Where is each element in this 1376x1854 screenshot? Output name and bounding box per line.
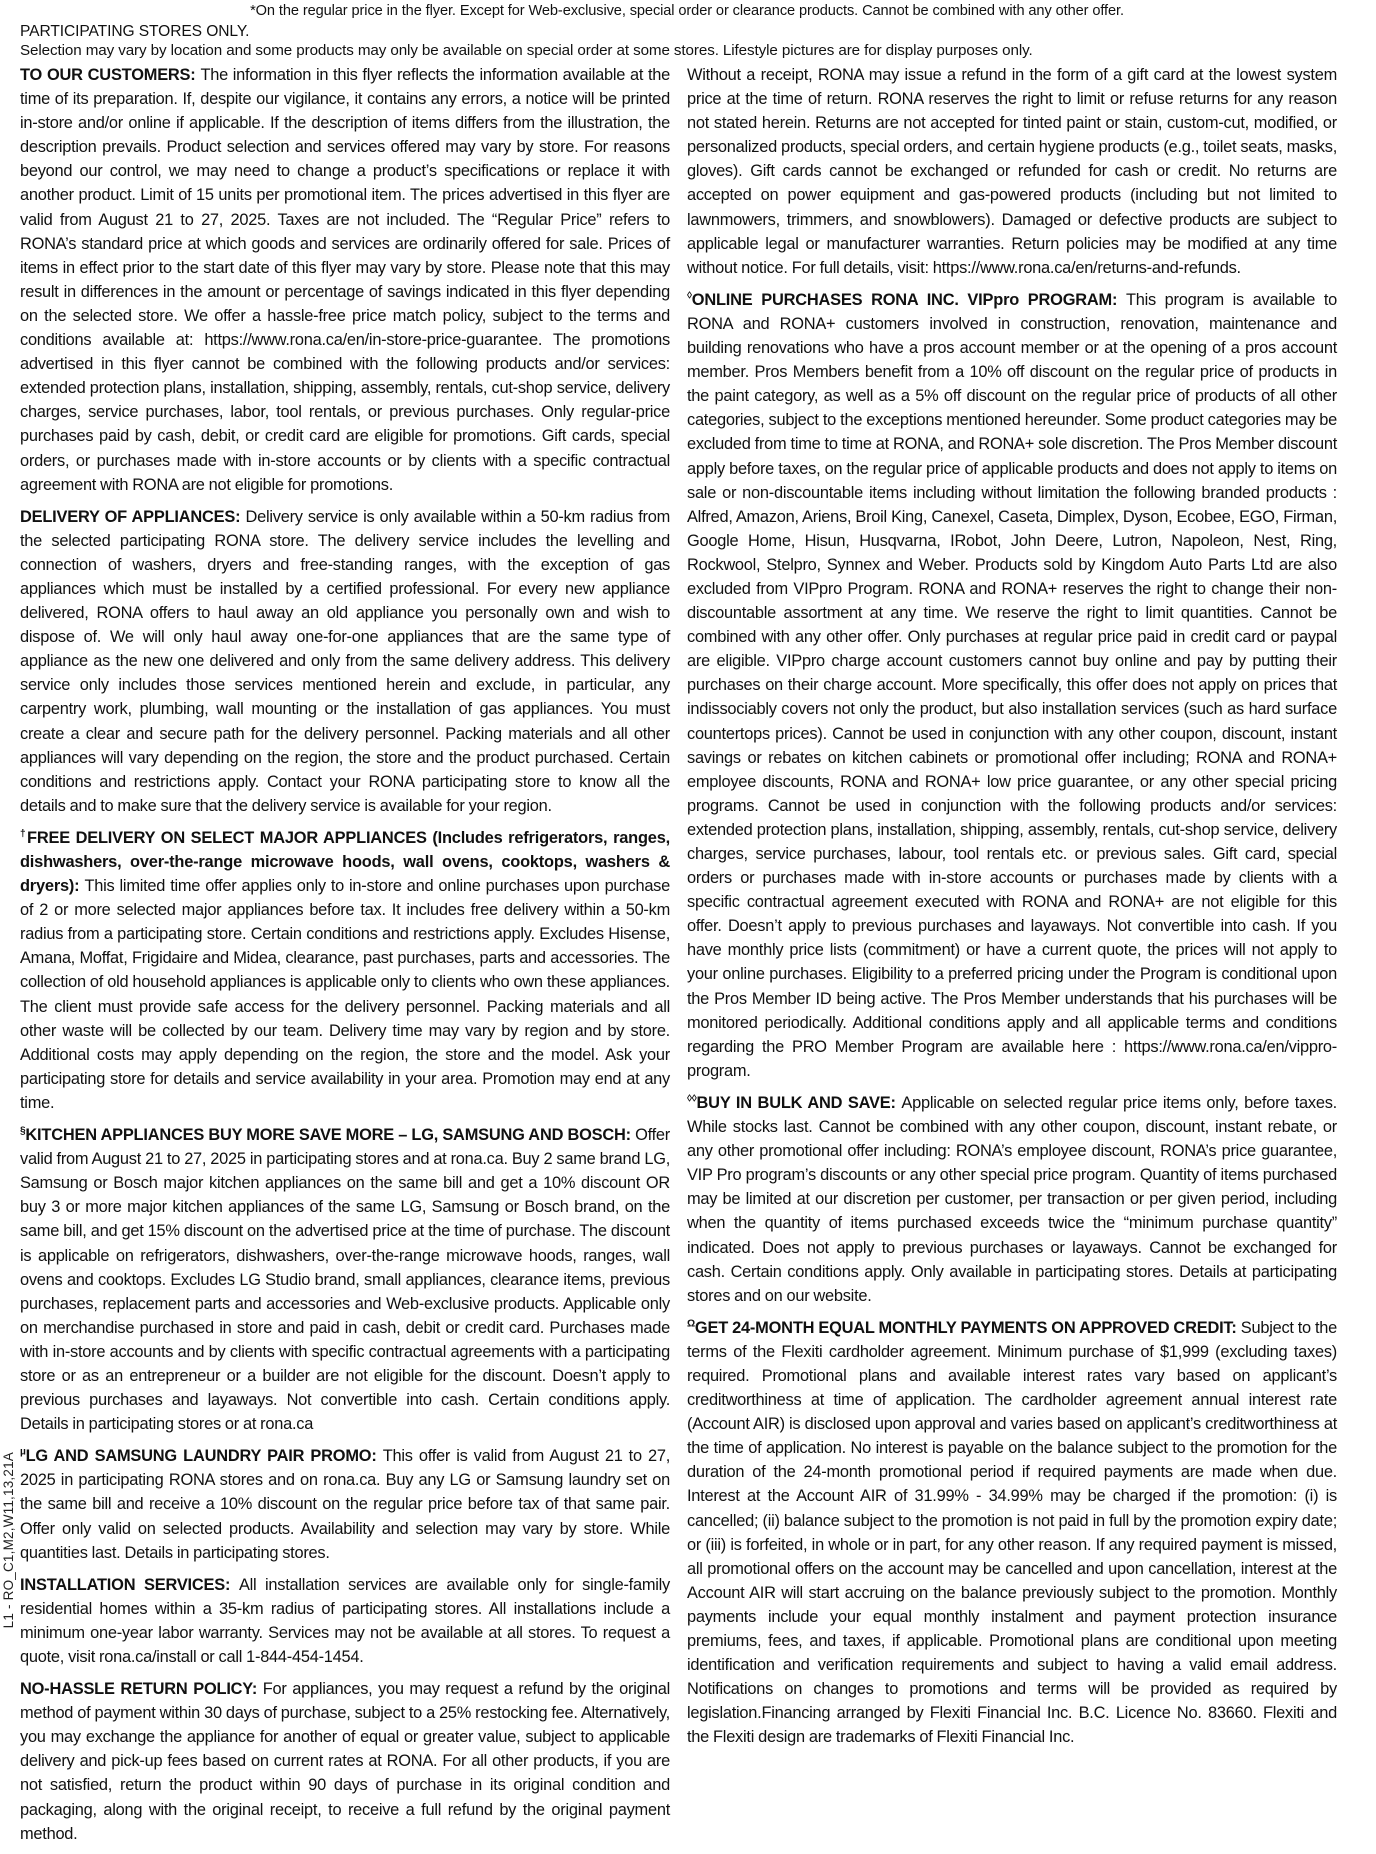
section-heading: ONLINE PURCHASES RONA INC. VIPpro PROGRAM: bbox=[691, 290, 1126, 309]
legal-section bbox=[687, 288, 1337, 1083]
section-body-text: This offer is valid from August 21 to 27, 2025 in participating RONA stores and on rona.ca. Buy any LG or Samsung laundry set on the same bill and receive a 10% discount on the regular price before tax of that same pair. Offer only valid on selected products. Availability and selection may vary by store. While quantities last. Details in participating stores. bbox=[20, 1447, 670, 1562]
legal-section bbox=[20, 505, 670, 818]
section-marker-symbol: § bbox=[20, 1125, 26, 1137]
section-heading: NO-HASSLE RETURN POLICY: bbox=[20, 1680, 263, 1699]
section-heading: KITCHEN APPLIANCES BUY MORE SAVE MORE – LG, SAMSUNG AND BOSCH: bbox=[25, 1126, 636, 1145]
section-body-text: This program is available to RONA and RONA+ customers involved in construction, renovation, maintenance and building renovations who have a pros account member or at the opening of a pros account member. Pros Members benefit from a 10% off discount on the regular price of products in the paint category, as well as a 5% off discount on the regular price of products of all other categories, subject to the exceptions mentioned hereunder. Some product categories may be excluded from time to time at RONA, and RONA+ sole discretion. The Pros Member discount apply before taxes, on the regular price of applicable products and does not apply to items on sale or non-discountable items including without limitation the following branded products : Alfred, Amazon, Ariens, Broil King, Canexel, Caseta, Dimplex, Dyson, Ecobee, EGO, Firman, Google Home, Hisun, Husqvarna, IRobot, John Deere, Lutron, Napoleon, Nest, Ring, Rockwool, Stelpro, Synnex and Weber. Products sold by Kingdom Auto Parts Ltd are also excluded from VIPpro Program. RONA and RONA+ reserves the right to change their non-discountable assortment at any time. We reserve the right to limit quantities. Cannot be combined with any other offer. Only purchases at regular price paid in credit card or paypal are eligible. VIPpro charge account customers cannot buy online and pay by putting their purchases on their charge account. More specifically, this offer does not apply on prices that indissociably covers not only the product, but also installation services (such as hard surface countertops prices). Cannot be used in conjunction with any other coupon, discount, instant savings or rebates on kitchen cabinets or promotional offer including; RONA and RONA+ employee discounts, RONA and RONA+ low price guarantee, or any other special pricing programs. Cannot be used in conjunction with the following products and/or services: extended protection plans, installation, shipping, assembly, rentals, cut-shop service, delivery charges, service purchases, labour, tool rentals etc. or previous sales. Gift card, special orders or purchases made with in-store accounts or purchases made by clients with a specific contractual agreement executed with RONA and RONA+ are not eligible for this offer. Doesn’t apply to previous purchases and layaways. Not convertible into cash. If you have monthly price lists (commitment) or have a current quote, the prices will not apply to your online purchases. Eligibility to a preferred pricing under the Program is conditional upon the Pros Member ID being active. The Pros Member understands that his purchases will be monitored periodically. Additional conditions apply and all applicable terms and conditions regarding the PRO Member Program are available here : https://www.rona.ca/en/vippro-program. bbox=[687, 290, 1337, 1080]
section-heading: FREE DELIVERY ON SELECT MAJOR APPLIANCES (Includes refrigerators, ranges, dishwashers, over-the-range microwave hoods, wall ovens, cooktops, washers & dryers): bbox=[20, 828, 670, 896]
regular-price-disclaimer: *On the regular price in the flyer. Except for Web-exclusive, special order or clearance products. Cannot be combined with any other offer. bbox=[250, 3, 1124, 19]
section-heading: GET 24-MONTH EQUAL MONTHLY PAYMENTS ON APPROVED CREDIT: bbox=[694, 1318, 1241, 1337]
section-body-text: Offer valid from August 21 to 27, 2025 in participating stores and at rona.ca. Buy 2 same brand LG, Samsung or Bosch major kitchen appliances on the same bill and get a 10% discount OR buy 3 or more major kitchen appliances of the same LG, Samsung or Bosch brand, on the same bill, and get 15% discount on the advertised price at the time of purchase. The discount is applicable on refrigerators, dishwashers, over-the-range microwave hoods, ranges, wall ovens and cooktops. Excludes LG Studio brand, small appliances, clearance items, previous purchases, replacement parts and accessories and Web-exclusive products. Applicable only on merchandise purchased in store and paid in cash, debit or credit card. Purchases made with in-store accounts and by clients with specific contractual agreements with a participating store or as an entrepreneur or a builder are not eligible for the discount. Doesn’t apply to previous purchases and layaways. Not convertible into cash. Certain conditions apply. Details in participating stores or at rona.ca bbox=[20, 1126, 670, 1434]
legal-section bbox=[20, 1123, 670, 1436]
section-body-text: Delivery service is only available within a 50-km radius from the selected participating RONA store. The delivery service includes the levelling and connection of washers, dryers and free-standing ranges, with the exception of gas appliances which must be installed by a certified professional. For every new appliance delivered, RONA offers to haul away an old appliance you personally own and wish to dispose of. We will only haul away one-for-one appliances that are the same type of appliance as the new one delivered and only from the same delivery address. This delivery service only includes those services mentioned herein and exclude, in particular, any carpentry work, plumbing, wall mounting or the installation of gas appliances. You must create a clear and secure path for the delivery personnel. Packing materials and all other appliances will vary depending on the region, the store and the product purchased. Certain conditions and restrictions apply. Contact your RONA participating store to know all the details and to make sure that the delivery service is available for your region. bbox=[20, 507, 670, 815]
section-heading: DELIVERY OF APPLIANCES: bbox=[20, 507, 246, 526]
section-heading: LG AND SAMSUNG LAUNDRY PAIR PROMO: bbox=[25, 1447, 383, 1466]
section-body-text: For appliances, you may request a refund by the original method of payment within 30 days of purchase, subject to a 25% restocking fee. Alternatively, you may exchange the appliance for another of equal or greater value, subject to applicable delivery and pick-up fees based on current rates at RONA. For all other products, if you are not satisfied, return the product within 90 days of purchase in its original condition and packaging, along with the original receipt, to receive a full refund by the original payment method. bbox=[20, 1680, 670, 1843]
legal-section bbox=[687, 1091, 1337, 1308]
legal-section bbox=[20, 63, 670, 497]
section-marker-symbol: ◊ bbox=[687, 290, 692, 302]
section-heading: TO OUR CUSTOMERS: bbox=[20, 66, 201, 84]
section-body-text: All installation services are available only for single-family residential homes within a 35-km radius of participating stores. All installations include a minimum one-year labor warranty. Services may not be available at all stores. To request a quote, visit rona.ca/install or call 1-844-454-1454. bbox=[20, 1575, 670, 1666]
section-body-text: The information in this flyer reflects the information available at the time of its preparation. If, despite our vigilance, it contains any errors, a notice will be printed in-store and/or online if applicable. If the description of items differs from the illustration, the description prevails. Product selection and services offered may vary by store. For reasons beyond our control, we may need to change a product’s specifications or replace it with another product. Limit of 15 units per promotional item. The prices advertised in this flyer are valid from August 21 to 27, 2025. Taxes are not included. The “Regular Price” refers to RONA’s standard price at which goods and services are ordinarily offered for sale. Prices of items in effect prior to the start date of this flyer may vary by store. Please note that this may result in differences in the amount or percentage of savings indicated in this flyer depending on the selected store. We offer a hassle-free price match policy, subject to the terms and conditions available at: https://www.rona.ca/en/in-store-price-guarantee. The promotions advertised in this flyer cannot be combined with the following products and/or services: extended protection plans, installation, shipping, assembly, rentals, cut-shop service, delivery charges, service purchases, labor, tool rentals, or previous purchases. Only regular-price purchases paid by cash, debit, or credit card are eligible for promotions. Gift cards, special orders, or purchases made with in-store accounts or by clients with a specific contractual agreement with RONA are not eligible for promotions. bbox=[20, 66, 670, 494]
legal-section bbox=[687, 63, 1337, 280]
selection-disclaimer-line: Selection may vary by location and some products may only be available on special order at some stores. Lifestyle pictures are for display purposes only. bbox=[20, 42, 1033, 59]
section-marker-symbol: † bbox=[20, 828, 28, 840]
section-marker-symbol: µ bbox=[20, 1446, 26, 1458]
print-plate-code: L1 - RO_C1,M2,W11,13,21A bbox=[1, 1451, 16, 1628]
legal-section bbox=[687, 1316, 1337, 1750]
right-column bbox=[687, 63, 1337, 1854]
section-body-text: Subject to the terms of the Flexiti cardholder agreement. Minimum purchase of $1,999 (excluding taxes) required. Promotional plans and available interest rates vary based on applicant’s creditworthiness at time of application. The cardholder agreement annual interest rate (Account AIR) is disclosed upon approval and varies based on applicant’s creditworthiness at the time of application. No interest is payable on the balance subject to the promotion for the duration of the 24-month promotional period if required payments are made when due. Interest at the Account AIR of 31.99% - 34.99% may be charged if the promotion: (i) is cancelled; (ii) balance subject to the promotion is not paid in full by the promotion expiry date; or (iii) is forfeited, in whole or in part, for any other reason. If any required payment is missed, all promotional offers on the account may be cancelled and upon cancellation, interest at the Account AIR will start accruing on the balance previously subject to the promotion. Monthly payments include your equal monthly instalment and payment protection insurance premiums, fees, and taxes, if applicable. Promotional plans are conditional upon meeting identification and verification requirements and subject to having a valid email address. Notifications on changes to promotions and terms will be provided as required by legislation.Financing arranged by Flexiti Financial Inc. B.C. Licence No. 83660. Flexiti and the Flexiti design are trademarks of Flexiti Financial Inc. bbox=[687, 1318, 1337, 1747]
section-marker-symbol: Ω bbox=[687, 1318, 695, 1330]
two-column-legal-text bbox=[20, 63, 1354, 1854]
section-body-text: Applicable on selected regular price items only, before taxes. While stocks last. Cannot be combined with any other coupon, discount, instant rebate, or any other promotional offer including: RONA’s employee discount, RONA’s price guarantee, VIP Pro program’s discounts or any other special price program. Quantity of items purchased may be limited at our discretion per customer, per transaction or per given period, including when the quantity of items purchased exceeds twice the “minimum purchase quantity” indicated. Does not apply to previous purchases or layaways. Cannot be exchanged for cash. Certain conditions apply. Only available in participating stores. Details at participating stores and on our website. bbox=[687, 1093, 1337, 1305]
legal-section bbox=[20, 1573, 670, 1669]
legal-section bbox=[20, 826, 670, 1115]
participating-stores-line: PARTICIPATING STORES ONLY. bbox=[20, 23, 250, 40]
left-column bbox=[20, 63, 670, 1854]
legal-section bbox=[20, 1677, 670, 1846]
section-body-text: Without a receipt, RONA may issue a refund in the form of a gift card at the lowest system price at the time of return. RONA reserves the right to limit or refuse returns for any reason not stated herein. Returns are not accepted for tinted paint or stain, custom-cut, modified, or personalized products, special orders, and certain hygiene products (e.g., toilet seats, masks, gloves). Gift cards cannot be exchanged or refunded for cash or credit. No returns are accepted on power equipment and gas-powered products (including but not limited to lawnmowers, trimmers, and snowblowers). Damaged or defective products are subject to applicable legal or manufacturer warranties. Return policies may be modified at any time without notice. For full details, visit: https://www.rona.ca/en/returns-and-refunds. bbox=[687, 66, 1337, 277]
legal-section bbox=[20, 1444, 670, 1564]
section-heading: INSTALLATION SERVICES: bbox=[20, 1575, 239, 1594]
section-heading: BUY IN BULK AND SAVE: bbox=[696, 1093, 902, 1112]
section-marker-symbol: ◊◊ bbox=[687, 1093, 697, 1105]
section-body-text: This limited time offer applies only to in-store and online purchases upon purchase of 2 or more selected major appliances before tax. It includes free delivery within a 50-km radius from a participating store. Certain conditions and restrictions apply. Excludes Hisense, Amana, Moffat, Frigidaire and Midea, clearance, past purchases, parts and accessories. The collection of old household appliances is applicable only to clients who own these appliances. The client must provide safe access for the delivery personnel. Packing materials and all other waste will be collected by our team. Delivery time may vary by region and by store. Additional costs may apply depending on the region, the store and the model. Ask your participating store for details and service availability in your area. Promotion may end at any time. bbox=[20, 877, 670, 1112]
